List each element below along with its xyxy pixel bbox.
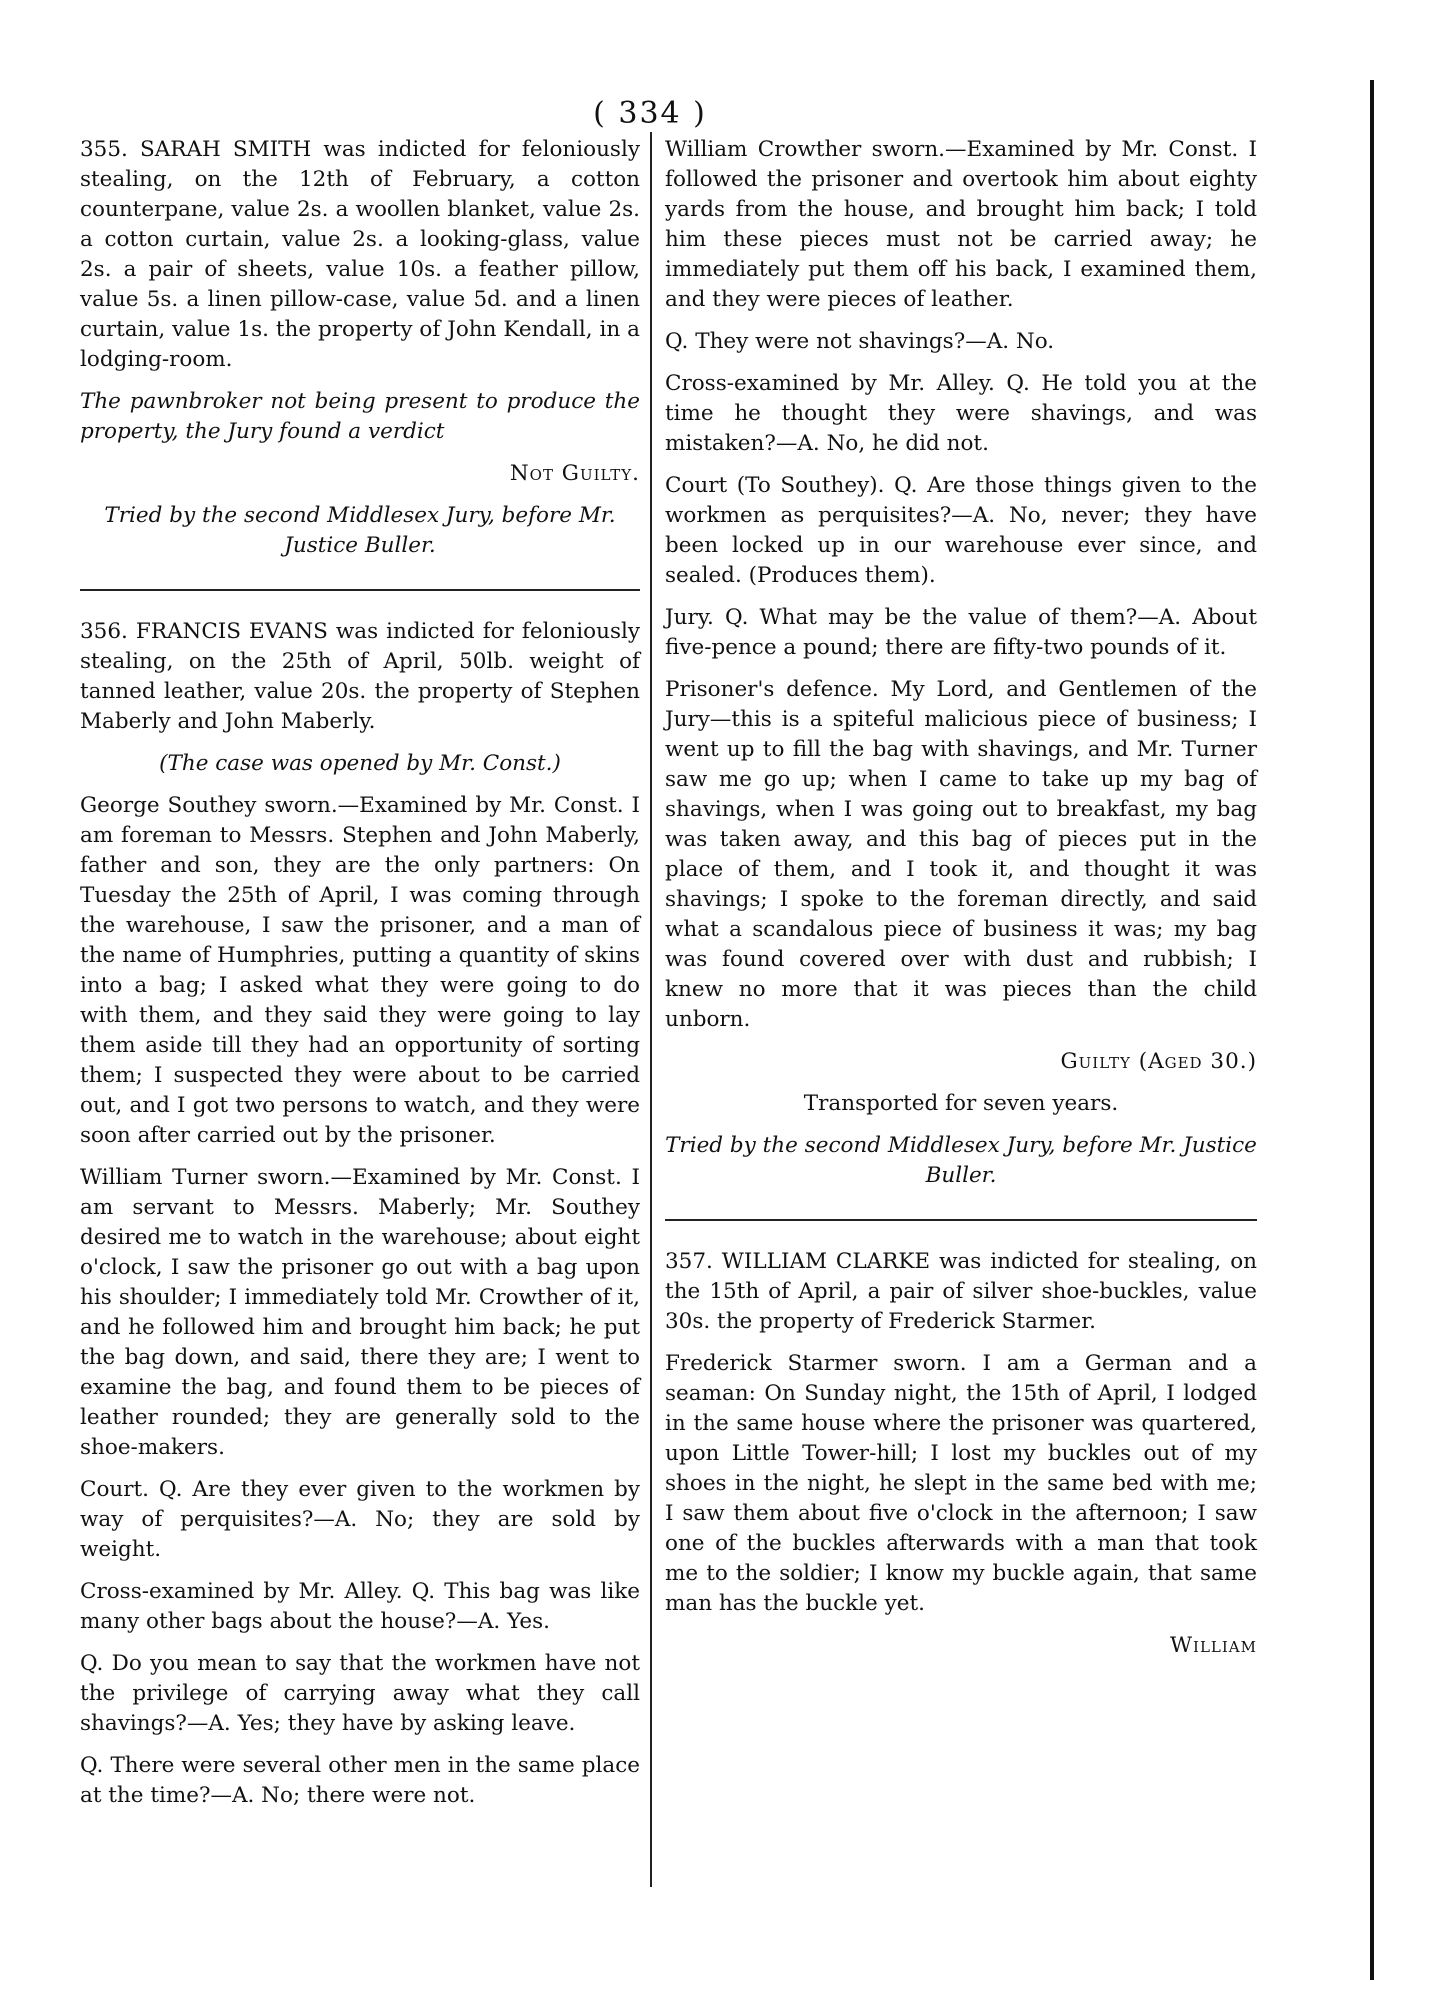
section-rule	[665, 1219, 1257, 1221]
column-divider	[650, 132, 652, 1887]
paragraph: Frederick Starmer sworn. I am a German and a seaman: On Sunday night, the 15th of April, I lodged in the same house where the prisoner was quartered, upon Little Tower-hill; I lost my buckles out of my shoes in the night, he slept in the same bed with me; I saw them about five o'clock in the afternoon; I saw one of the buckles afterwards with a man that took me to the soldier; I know my buckle again, that same man has the buckle yet.	[665, 1351, 1257, 1616]
paragraph: George Southey sworn.—Examined by Mr. Const. I am foreman to Messrs. Stephen and John Maberly, father and son, they are the only partners: On Tuesday the 25th of April, I was coming through the warehouse, I saw the prisoner, and a man of the name of Humphries, putting a quantity of skins into a bag; I asked what they were going to do with them, and they said they were going to lay them aside till they had an opportunity of sorting them; I suspected they were about to be carried out, and I got two persons to watch, and they were soon after carried out by the prisoner.	[80, 793, 640, 1148]
paragraph: Tried by the second Middlesex Jury, before Mr. Justice Buller.	[665, 1133, 1257, 1188]
paragraph: Court (To Southey). Q. Are those things given to the workmen as perquisites?—A. No, never; they have been locked up in our warehouse ever since, and sealed. (Produces them).	[665, 473, 1257, 588]
paragraph: Tried by the second Middlesex Jury, before Mr. Justice Buller.	[104, 503, 616, 558]
right-column	[665, 135, 1257, 1673]
paragraph: Cross-examined by Mr. Alley. Q. He told you at the time he thought they were shavings, and was mistaken?—A. No, he did not.	[665, 371, 1257, 456]
left-column	[80, 135, 640, 1823]
page-number: ( 334 )	[593, 96, 707, 131]
paragraph: Court. Q. Are they ever given to the workmen by way of perquisites?—A. No; they are sold by weight.	[80, 1477, 640, 1562]
paragraph: William Turner sworn.—Examined by Mr. Const. I am servant to Messrs. Maberly; Mr. Southey desired me to watch in the warehouse; about eight o'clock, I saw the prisoner go out with a bag upon his shoulder; I immediately told Mr. Crowther of it, and he followed him and brought him back; he put the bag down, and said, there they are; I went to examine the bag, and found them to be pieces of leather rounded; they are generally sold to the shoe-makers.	[80, 1165, 640, 1460]
paragraph: (The case was opened by Mr. Const.)	[159, 751, 561, 776]
paragraph: Not Guilty.	[509, 461, 640, 486]
paragraph: 355. SARAH SMITH was indicted for feloniously stealing, on the 12th of February, a cotton counterpane, value 2s. a woollen blanket, value 2s. a cotton curtain, value 2s. a looking-glass, value 2s. a pair of sheets, value 10s. a feather pillow, value 5s. a linen pillow-case, value 5d. and a linen curtain, value 1s. the property of John Kendall, in a lodging-room.	[80, 137, 640, 372]
paragraph: Q. They were not shavings?—A. No.	[665, 329, 1055, 354]
binding-edge	[1370, 80, 1374, 1980]
paragraph: William Crowther sworn.—Examined by Mr. Const. I followed the prisoner and overtook him about eighty yards from the house, and brought him back; I told him these pieces must not be carried away; he immediately put them off his back, I examined them, and they were pieces of leather.	[665, 137, 1257, 312]
paragraph: The pawnbroker not being present to produce the property, the Jury found a verdict	[80, 389, 640, 444]
paragraph: Cross-examined by Mr. Alley. Q. This bag was like many other bags about the house?—A. Yes.	[80, 1579, 640, 1634]
paragraph: Guilty (Aged 30.)	[1060, 1049, 1257, 1074]
paragraph: Q. There were several other men in the same place at the time?—A. No; there were not.	[80, 1753, 640, 1808]
paragraph: Q. Do you mean to say that the workmen have not the privilege of carrying away what they call shavings?—A. Yes; they have by asking leave.	[80, 1651, 640, 1736]
paragraph: Transported for seven years.	[803, 1091, 1119, 1116]
paragraph: 356. FRANCIS EVANS was indicted for feloniously stealing, on the 25th of April, 50lb. weight of tanned leather, value 20s. the property of Stephen Maberly and John Maberly.	[80, 619, 640, 734]
paragraph: William	[1169, 1633, 1257, 1658]
paragraph: Jury. Q. What may be the value of them?—A. About five-pence a pound; there are fifty-two pounds of it.	[665, 605, 1257, 660]
section-rule	[80, 589, 640, 591]
paragraph: 357. WILLIAM CLARKE was indicted for stealing, on the 15th of April, a pair of silver shoe-buckles, value 30s. the property of Frederick Starmer.	[665, 1249, 1257, 1334]
paragraph: Prisoner's defence. My Lord, and Gentlemen of the Jury—this is a spiteful malicious piece of business; I went up to fill the bag with shavings, and Mr. Turner saw me go up; when I came to take up my bag of shavings, when I was going out to breakfast, my bag was taken away, and this bag of pieces put in the place of them, and I took it, and thought it was shavings; I spoke to the foreman directly, and said what a scandalous piece of business it was; my bag was found covered over with dust and rubbish; I knew no more that it was pieces than the child unborn.	[665, 677, 1257, 1032]
